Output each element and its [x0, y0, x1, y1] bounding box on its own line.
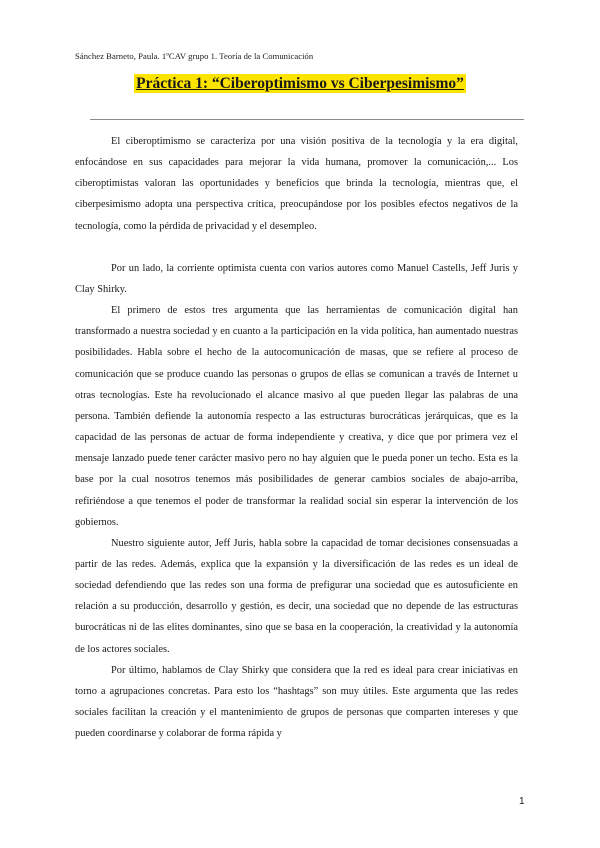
page-number: 1 — [519, 796, 525, 807]
paragraph-shirky: Por último, hablamos de Clay Shirky que considera que la red es ideal para crear iniciativas en torno a agrupaciones concretas. Para esto los “hashtags” son muy útiles. Este argumenta que las redes sociales facilitan la creación y el mantenimiento de grupos de personas que comparten intereses y que pueden coordinarse y colaborar de forma rápida y — [75, 664, 518, 740]
running-header: Sánchez Barneto, Paula. 1ºCAV grupo 1. Teoría de la Comunicación — [75, 51, 314, 61]
document-title: Práctica 1: “Ciberoptimismo vs Ciberpesimismo” — [136, 75, 464, 92]
paragraph-authors: Por un lado, la corriente optimista cuenta con varios autores como Manuel Castells, Jeff Juris y Clay Shirky. — [75, 262, 518, 295]
paragraph-castells: El primero de estos tres argumenta que las herramientas de comunicación digital han transformado a nuestra sociedad y en cuanto a la participación en la vida política, han aumentado nuestras posibilidades. Habla sobre el hecho de la autocomunicación de masas, que se refiere al proceso de comunicación que se produce cuando las personas o grupos de ellas se comunican a través de Internet u otras tecnologías. Este ha revolucionado el alcance masivo al que pueden llegar las palabras de una persona. También defiende la autonomía respecto a las estructuras burocráticas jerárquicas, que es la capacidad de las personas de actuar de forma independiente y creativa, y dice que por primera vez el mensaje lanzado puede tener carácter masivo pero no hay alguien que le pueda poner un techo. Esta es la base por la cual nosotros tenemos más posibilidades de generar cambios sociales de abajo-arriba, refiriéndose a que tenemos el poder de transformar la realidad social sin esperar la intervención de los gobiernos. — [75, 305, 518, 528]
paragraph-juris: Nuestro siguiente autor, Jeff Juris, habla sobre la capacidad de tomar decisiones consensuadas a partir de las redes. Además, explica que la expansión y la diversificación de las redes es un ideal de sociedad defendiendo que las redes son una forma de prefigurar una sociedad que es autosuficiente en relación a su producción, desarrollo y gestión, es decir, una sociedad que no depende de las estructuras burocráticas ni de las elites dominantes, sino que se basa en la cooperación, la creatividad y la autonomía de los actores sociales. — [75, 537, 518, 655]
title-container — [0, 74, 600, 93]
document-body — [75, 131, 518, 744]
paragraph-intro: El ciberoptimismo se caracteriza por una visión positiva de la tecnología y la era digital, enfocándose en sus capacidades para mejorar la vida humana, promover la comunicación,... Los ciberoptimistas valoran las oportunidades y beneficios que brinda la tecnología, mientras que, el ciberpesimismo adopta una perspectiva crítica, preocupándose por los posibles efectos negativos de la tecnología, como la pérdida de privacidad y el desempleo. — [75, 136, 518, 232]
title-divider — [90, 119, 524, 120]
